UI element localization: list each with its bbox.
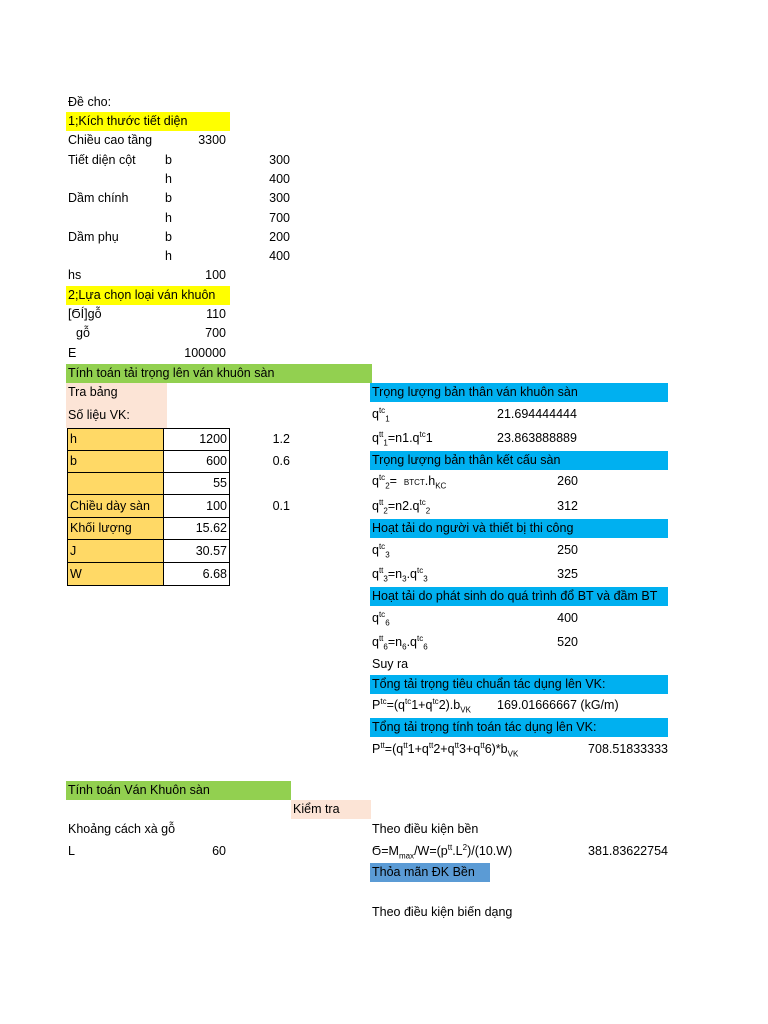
section-1-heading: 1;Kích thước tiết diện xyxy=(66,112,230,131)
formula-qtt6: $q^{tt}_6=n_6.q^{tc}_6$ xyxy=(372,633,428,652)
ptc-value: 169.01666667 (kG/m) xyxy=(497,698,619,712)
vk-row-chieu-day-san-extra: 0.1 xyxy=(272,499,290,513)
vk-row-j-value: 30.57 xyxy=(163,539,230,563)
dam-chinh-label: Dầm chính xyxy=(68,191,129,205)
chieu-cao-tang-label: Chiều cao tầng xyxy=(68,133,153,147)
vk-row-b-extra: 0.6 xyxy=(272,454,290,468)
kiem-tra-label: Kiểm tra xyxy=(291,800,371,819)
cot-h-value: 400 xyxy=(269,172,290,186)
formula-ptt: $P^{tt}=(q^{tt}1+q^{tt}2+q^{tt}3+q^{tt}6)*b_{VK}$ xyxy=(372,740,519,759)
vk-row-blank-value: 55 xyxy=(163,472,230,495)
dam-phu-label: Dầm phụ xyxy=(68,230,119,244)
formula-ptc: $P^{tc}=(q^{tc}1+q^{tc}2).b_{VK}$ xyxy=(372,696,471,715)
khoang-cach-xa-go-label: Khoảng cách xà gỗ xyxy=(68,822,176,836)
vk-row-khoi-luong-label: Khối lượng xyxy=(67,517,164,540)
vk-row-j-label: J xyxy=(67,539,164,563)
heading-tong-tai-tieu-chuan: Tổng tải trọng tiêu chuẩn tác dụng lên VK: xyxy=(370,675,668,694)
dam-chinh-b-value: 300 xyxy=(269,191,290,205)
thoa-man-dk-ben-badge: Thỏa mãn ĐK Bền xyxy=(370,863,490,882)
chieu-cao-tang-value: 3300 xyxy=(198,133,226,147)
qtc2-value: 260 xyxy=(557,474,578,488)
vk-row-w-label: W xyxy=(67,562,164,586)
tra-bang-label: Tra bảng xyxy=(66,383,167,402)
dam-chinh-h-value: 700 xyxy=(269,211,290,225)
formula-qtt2: $q^{tt}_2=n2.q^{tc}_2$ xyxy=(372,497,431,516)
vk-row-chieu-day-san-value: 100 xyxy=(163,494,230,518)
formula-sigma: $Ϭ=M_{max}/W=(p^{tt}.L^2)/(10.W)$ xyxy=(372,842,513,861)
heading-tong-tai-tinh-toan: Tổng tải trọng tính toán tác dụng lên VK: xyxy=(370,718,668,737)
qtc3-value: 250 xyxy=(557,543,578,557)
vk-row-h-label: h xyxy=(67,428,164,451)
formula-qtc3: $q^{tc}_3$ xyxy=(372,541,390,560)
de-cho-label: Đề cho: xyxy=(68,95,112,109)
vk-row-b-value: 600 xyxy=(163,450,230,473)
qtc1-value: 21.694444444 xyxy=(497,407,577,421)
go-value: 700 xyxy=(205,326,226,340)
dam-phu-b-label: b xyxy=(165,230,172,244)
sigma-go-value: 110 xyxy=(206,307,226,321)
heading-hoat-tai-do-be-tong: Hoạt tải do phát sinh do quá trình đổ BT và đầm BT xyxy=(370,587,668,606)
formula-qtt3: $q^{tt}_3=n_3.q^{tc}_3$ xyxy=(372,565,428,584)
e-label: E xyxy=(68,346,77,360)
load-section-title: Tính toán tải trọng lên ván khuôn sàn xyxy=(66,364,372,383)
suy-ra-label: Suy ra xyxy=(372,657,409,671)
qtt6-value: 520 xyxy=(557,635,578,649)
heading-trong-luong-van-khuon: Trọng lượng bản thân ván khuôn sàn xyxy=(370,383,668,402)
cot-b-value: 300 xyxy=(269,153,290,167)
section-2-heading: 2;Lựa chọn loại ván khuôn xyxy=(66,286,230,305)
dam-chinh-b-label: b xyxy=(165,191,172,205)
formula-qtc2: $q^{tc}_2=$ $BTCT.h_{KC}$ xyxy=(372,472,447,491)
vk-row-h-value: 1200 xyxy=(163,428,230,451)
sigma-value: 381.83622754 xyxy=(588,844,668,858)
hs-value: 100 xyxy=(205,268,226,282)
dam-phu-b-value: 200 xyxy=(269,230,290,244)
heading-trong-luong-ket-cau: Trọng lượng bản thân kết cấu sàn xyxy=(370,451,668,470)
vk-row-b-label: b xyxy=(67,450,164,473)
tinh-toan-van-khuon-title: Tính toán Ván Khuôn sàn xyxy=(66,781,291,800)
ptt-value: 708.51833333 xyxy=(588,742,668,756)
dam-phu-h-value: 400 xyxy=(269,249,290,263)
l-label: L xyxy=(68,844,75,858)
go-label: gỗ xyxy=(76,326,90,340)
e-value: 100000 xyxy=(184,346,226,360)
vk-row-w-value: 6.68 xyxy=(163,562,230,586)
formula-qtc6: $q^{tc}_6$ xyxy=(372,609,390,628)
qtc6-value: 400 xyxy=(557,611,578,625)
qtt2-value: 312 xyxy=(557,499,578,513)
so-lieu-vk-label: Số liệu VK: xyxy=(66,402,167,428)
heading-hoat-tai-nguoi: Hoạt tải do người và thiết bị thi công xyxy=(370,519,668,538)
dam-chinh-h-label: h xyxy=(165,211,172,225)
qtt1-value: 23.863888889 xyxy=(497,431,577,445)
vk-row-chieu-day-san-label: Chiều dày sàn xyxy=(67,494,164,518)
sigma-go-label: [ϬÍ]gỗ xyxy=(68,307,102,321)
theo-dk-bien-dang-label: Theo điều kiện biến dạng xyxy=(372,905,513,919)
dam-phu-h-label: h xyxy=(165,249,172,263)
vk-row-khoi-luong-value: 15.62 xyxy=(163,517,230,540)
cot-h-label: h xyxy=(165,172,172,186)
vk-row-blank-label xyxy=(67,472,164,495)
formula-qtc1: $q^{tc}_1$ xyxy=(372,405,390,424)
theo-dk-ben-label: Theo điều kiện bền xyxy=(372,822,479,836)
cot-b-label: b xyxy=(165,153,172,167)
hs-label: hs xyxy=(68,268,82,282)
l-value: 60 xyxy=(212,844,226,858)
tiet-dien-cot-label: Tiết diện cột xyxy=(68,153,136,167)
vk-row-h-extra: 1.2 xyxy=(272,432,290,446)
formula-qtt1: $q^{tt}_1=n1.q^{tc}1$ xyxy=(372,429,433,448)
qtt3-value: 325 xyxy=(557,567,578,581)
